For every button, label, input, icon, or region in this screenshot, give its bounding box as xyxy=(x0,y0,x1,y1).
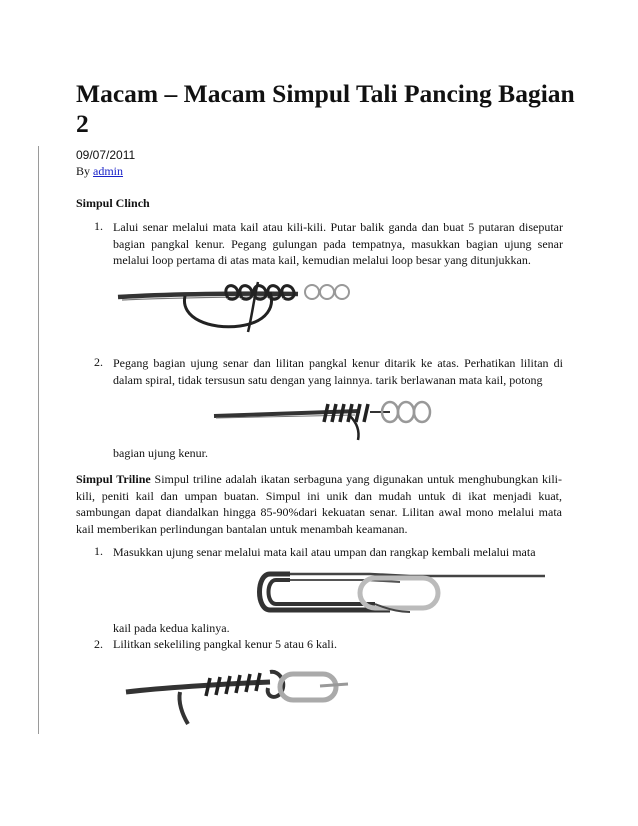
section-heading-clinch: Simpul Clinch xyxy=(76,196,150,210)
list-number: 1. xyxy=(94,219,103,233)
byline xyxy=(76,164,123,179)
clinch-step1-figure xyxy=(110,276,360,334)
author-link[interactable]: admin xyxy=(93,164,124,178)
triline-step2-figure xyxy=(120,662,350,728)
list-number: 2. xyxy=(94,637,103,651)
left-rule xyxy=(38,146,39,734)
page-title: Macam – Macam Simpul Tali Pancing Bagian 2 xyxy=(76,79,575,138)
triline-step1-figure xyxy=(250,566,550,618)
list-item-continuation: bagian ujung kenur. xyxy=(113,446,208,460)
list-item: Lilitkan sekeliling pangkal kenur 5 atau 6 kali. xyxy=(113,637,337,651)
list-number: 1. xyxy=(94,544,103,558)
list-item: Masukkan ujung senar melalui mata kail atau umpan dan rangkap kembali melalui mata xyxy=(113,545,536,559)
list-item: Pegang bagian ujung senar dan lilitan pangkal kenur ditarik ke atas. Perhatikan lilitan di dalam spiral, tidak tersusun satu dengan yang lainnya. tarik berlawanan mata kail, potong xyxy=(113,356,563,387)
section-triline xyxy=(76,471,562,537)
section-heading-triline: Simpul Triline xyxy=(76,472,151,486)
section-intro: Simpul triline adalah ikatan serbaguna yang digunakan untuk menghubungkan kili-kili, peniti kail dan umpan buatan. Simpul ini unik dan mudah untuk di ikat menjadi kuat, sambungan dapat diandalkan hingga 85-90%dari kekuatan senar. Lilitan awal mono melalui mata kail memberikan perlindungan bantalan untuk menambah keamanan. xyxy=(76,472,562,536)
list-number: 2. xyxy=(94,355,103,369)
post-date: 09/07/2011 xyxy=(76,148,136,162)
by-label: By xyxy=(76,164,91,178)
list-item: Lalui senar melalui mata kail atau kili-kili. Putar balik ganda dan buat 5 putaran diseputar bagian pangkal kenur. Pegang gulungan pada tempatnya, masukkan bagian ujung senar melalui loop pertama di atas mata kail, kemudian melalui loop besar yang ditunjukkan. xyxy=(113,220,563,267)
clinch-step2-figure xyxy=(210,392,440,442)
list-item-continuation: kail pada kedua kalinya. xyxy=(113,621,230,635)
